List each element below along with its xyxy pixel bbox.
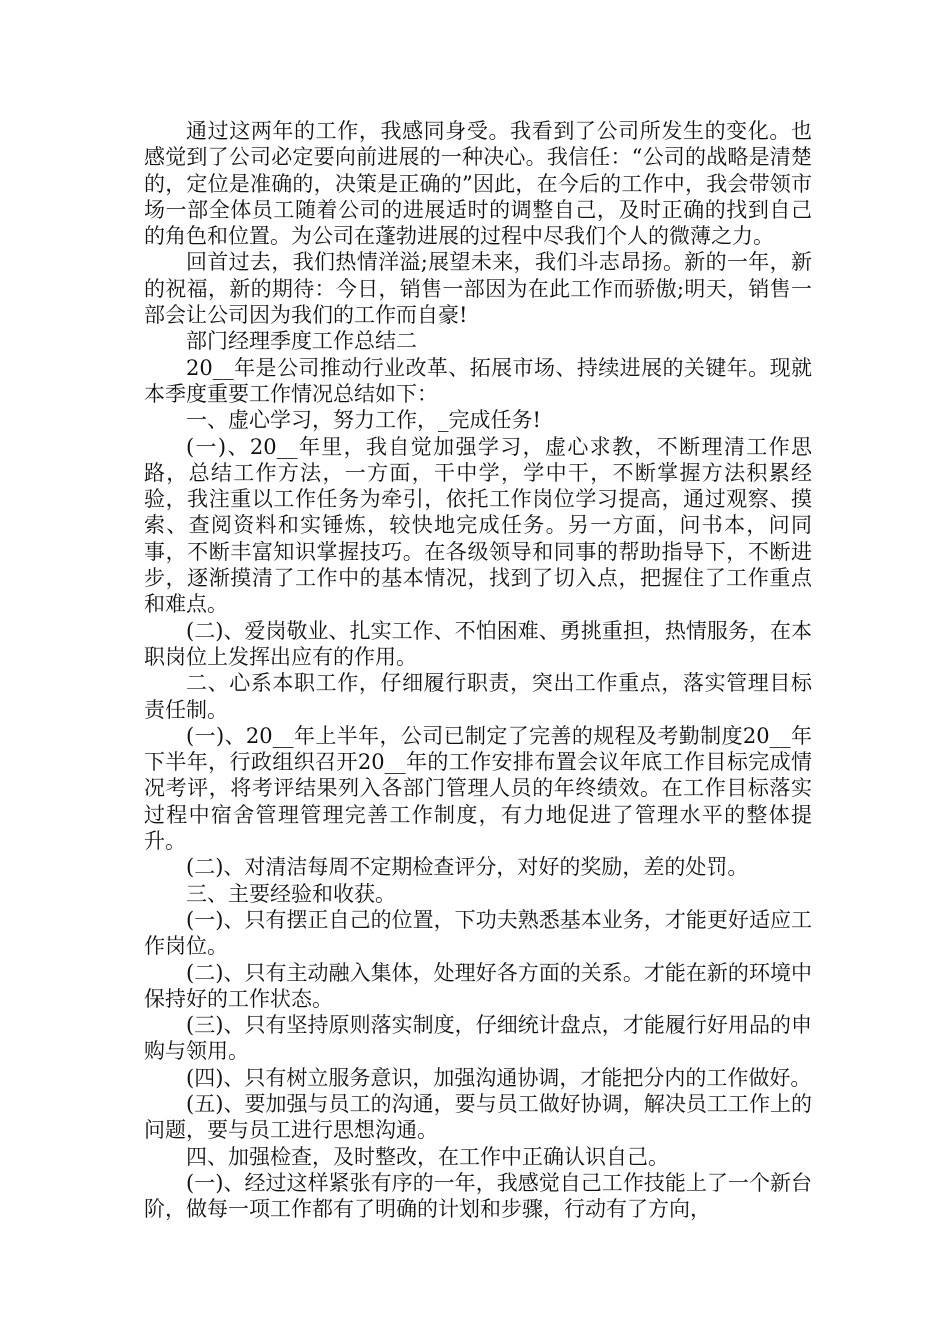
paragraph: (一)、20__年上半年，公司已制定了完善的规程及考勤制度20__年下半年，行政组织召开20__年的工作安排布置会议年底工作目标完成情况考评，将考评结果列入各部门管理人员的年终绩效。在工作目标落实过程中宿舍管理管理完善工作制度，有力地促进了管理水平的整体提升。 — [144, 723, 812, 854]
paragraph: (二)、只有主动融入集体，处理好各方面的关系。才能在新的环境中保持好的工作状态。 — [144, 960, 812, 1011]
paragraph: (四)、只有树立服务意识，加强沟通协调，才能把分内的工作做好。 — [186, 1065, 812, 1090]
paragraph: 通过这两年的工作，我感同身受。我看到了公司所发生的变化。也感觉到了公司必定要向前进展的一种决心。我信任：“公司的战略是清楚的，定位是准确的，决策是正确的”因此，在今后的工作中，我会带领市场一部全体员工随着公司的进展适时的调整自己，及时正确的找到自己的角色和位置。为公司在蓬勃进展的过程中尽我们个人的微薄之力。 — [144, 119, 812, 249]
section-heading: 一、虚心学习，努力工作，_完成任务! — [186, 408, 541, 433]
paragraph: (一)、经过这样紧张有序的一年，我感觉自己工作技能上了一个新台阶，做每一项工作都有了明确的计划和步骤，行动有了方向， — [144, 1170, 812, 1222]
paragraph: (一)、只有摆正自己的位置，下功夫熟悉基本业务，才能更好适应工作岗位。 — [144, 907, 812, 959]
paragraph: (二)、爱岗敬业、扎实工作、不怕困难、勇挑重担，热情服务，在本职岗位上发挥出应有的作用。 — [144, 618, 812, 669]
paragraph: (一)、20__年里，我自觉加强学习，虚心求教，不断理清工作思路，总结工作方法，一方面，干中学，学中干，不断掌握方法积累经验，我注重以工作任务为牵引，依托工作岗位学习提高，通过观察、摸索、查阅资料和实锤炼，较快地完成任务。另一方面，问书本，问同事，不断丰富知识掌握技巧。在各级领导和同事的帮助指导下，不断进步，逐渐摸清了工作中的基本情况，找到了切入点，把握住了工作重点和难点。 — [144, 434, 812, 617]
paragraph: 20__年是公司推动行业改革、拓展市场、持续进展的关键年。现就本季度重要工作情况总结如下： — [144, 355, 812, 406]
section-heading: 二、心系本职工作，仔细履行职责，突出工作重点，落实管理目标责任制。 — [144, 671, 812, 722]
paragraph: 回首过去，我们热情洋溢;展望未来，我们斗志昂扬。新的一年，新的祝福，新的期待：今日，销售一部因为在此工作而骄傲;明天，销售一部会让公司因为我们的工作而自豪! — [144, 250, 812, 328]
section-title: 部门经理季度工作总结二 — [186, 329, 417, 354]
section-heading: 三、主要经验和收获。 — [186, 881, 396, 906]
paragraph: (二)、对清洁每周不定期检查评分，对好的奖励，差的处罚。 — [186, 855, 749, 880]
paragraph: (三)、只有坚持原则落实制度，仔细统计盘点，才能履行好用品的申购与领用。 — [144, 1013, 812, 1064]
paragraph: (五)、要加强与员工的沟通，要与员工做好协调，解决员工工作上的问题，要与员工进行思想沟通。 — [144, 1091, 812, 1143]
document-body — [144, 118, 812, 1222]
section-heading: 四、加强检查，及时整改，在工作中正确认识自己。 — [186, 1144, 669, 1169]
